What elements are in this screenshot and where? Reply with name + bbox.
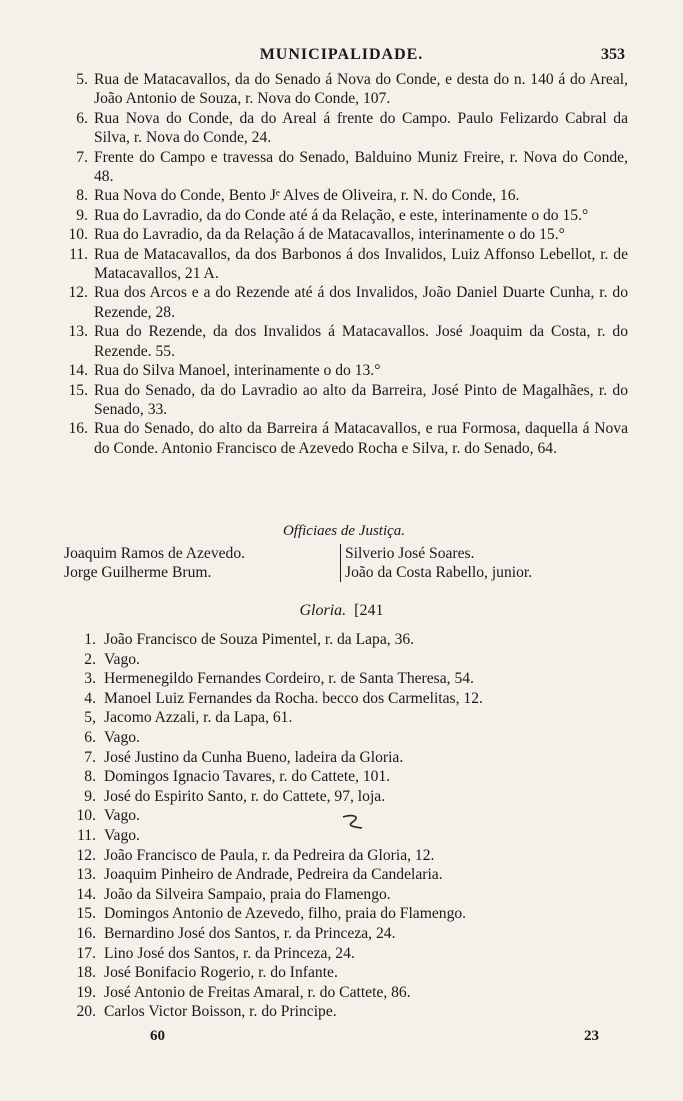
item-text: Frente do Campo e travessa do Senado, Balduino Muniz Freire, r. Nova do Conde, 48. [94,148,628,186]
item-number: 11. [69,245,88,263]
signature-number: 60 [150,1028,165,1044]
officials-block [64,523,624,582]
item-number: 16. [68,420,88,438]
officials-heading: Officiaes de Justiça. [282,523,406,539]
item-text: Rua do Senado, da do Lavradio ao alto da Barreira, José Pinto de Magalhães, r. do Senado, 33. [94,381,628,418]
item-text: Domingos Ignacio Tavares, r. do Cattete, 101. [104,768,391,786]
item-text: José Bonifacio Rogerio, r. do Infante. [104,964,338,982]
item-text: Rua de Matacavallos, da do Senado á Nova do Conde, e desta do n. 140 á do Areal, João Antonio de Souza, r. Nova do Conde, 107. [94,71,628,108]
item-number: 8. [76,187,88,205]
item-text: João Francisco de Souza Pimentel, r. da Lapa, 36. [104,631,415,648]
street-assignments-list [58,70,628,458]
item-text: João da Silveira Sampaio, praia do Flamengo. [104,885,391,903]
list-item [58,70,628,109]
list-item [58,381,628,420]
item-number: 10. [76,807,96,825]
item-text: José Antonio de Freitas Amaral, r. do Cattete, 86. [104,983,411,1001]
item-number: 16. [76,924,96,942]
list-item [58,225,628,244]
footer-number: 23 [584,1028,599,1044]
handwritten-mark-icon [340,812,366,832]
list-item [58,419,628,458]
item-number: 18. [76,964,96,982]
item-number: 15. [68,381,88,399]
item-text: Rua do Rezende, da dos Invalidos á Matacavallos. José Joaquim da Costa, r. do Rezende. 55. [94,323,628,360]
item-number: 11. [77,826,96,844]
official-name: Silverio José Soares. [345,545,475,562]
item-text: Rua de Matacavallos, da dos Barbonos á dos Invalidos, Luiz Affonso Lebellot, r. de Matacavallos, 21 A. [94,245,628,283]
item-text: Rua do Silva Manoel, interinamente o do 13.° [94,362,381,380]
item-number: 3. [84,670,96,688]
item-number: 13. [76,866,96,884]
item-text: Vago. [104,826,140,844]
list-item [58,148,628,187]
item-text: Rua do Senado, do alto da Barreira á Matacavallos, e rua Formosa, daquella á Nova do Conde. Antonio Francisco de Azevedo Rocha e Silva, r. do Senado, 64. [94,420,628,457]
list-item [58,186,628,205]
official-name: Joaquim Ramos de Azevedo. [64,545,246,562]
list-item [70,924,610,944]
item-text: Joaquim Pinheiro de Andrade, Pedreira da Candelaria. [104,866,443,884]
item-text: Domingos Antonio de Azevedo, filho, praia do Flamengo. [104,905,467,923]
list-item [70,689,610,709]
list-item [70,944,610,964]
item-text: Hermenegildo Fernandes Cordeiro, r. de Santa Theresa, 54. [104,670,474,688]
item-number: 12. [68,284,88,302]
item-number: 4. [84,689,96,707]
list-item [70,904,610,924]
item-text: Carlos Victor Boisson, r. do Principe. [104,1003,337,1021]
item-text: Lino José dos Santos, r. da Princeza, 24. [104,944,355,962]
gloria-title: Gloria. [299,602,347,619]
list-item [58,245,628,284]
official-name: Jorge Guilherme Brum. [64,564,212,581]
item-number: 5, [84,709,96,727]
item-number: 14. [68,362,88,380]
item-number: 7. [84,748,96,766]
item-text: Vago. [104,728,140,746]
officials-left-column [64,544,340,582]
item-number: 5. [76,71,88,88]
item-text: Rua Nova do Conde, da do Areal á frente do Campo. Paulo Felizardo Cabral da Silva, r. Nova do Conde, 24. [94,109,628,147]
item-number: 14. [76,885,96,903]
item-number: 2. [84,650,96,668]
item-text: Manoel Luiz Fernandes da Rocha. becco dos Carmelitas, 12. [104,689,483,707]
list-item [70,787,610,807]
list-item [58,109,628,148]
official-name: João da Costa Rabello, junior. [345,564,533,581]
gloria-count: [241 [354,602,384,619]
item-text: João Francisco de Paula, r. da Pedreira da Gloria, 12. [104,846,435,864]
page-number: 353 [601,46,625,63]
page-title: MUNICIPALIDADE. [259,46,424,63]
list-item [70,983,610,1003]
item-number: 15. [76,905,96,923]
item-text: José Justino da Cunha Bueno, ladeira da Gloria. [104,748,404,766]
gloria-section-heading [0,602,683,620]
item-number: 8. [84,768,96,786]
item-number: 6. [76,109,88,127]
list-item [70,963,610,983]
item-number: 1. [84,631,96,648]
item-number: 12. [76,846,96,864]
item-text: Vago. [104,807,140,825]
list-item [70,748,610,768]
item-number: 19. [76,983,96,1001]
item-number: 10. [68,226,88,244]
item-text: Vago. [104,650,140,668]
list-item [70,846,610,866]
item-text: Rua do Lavradio, da do Conde até á da Relação, e este, interinamente o do 15.° [94,206,589,224]
item-text: Rua Nova do Conde, Bento Jᵉ Alves de Oliveira, r. N. do Conde, 16. [94,187,520,205]
item-number: 7. [76,148,88,166]
item-number: 9. [76,206,88,224]
list-item [70,767,610,787]
item-number: 6. [84,728,96,746]
item-number: 20. [76,1003,96,1021]
item-text: Bernardino José dos Santos, r. da Princeza, 24. [104,924,396,942]
list-item [70,669,610,689]
list-item [58,283,628,322]
list-item [70,708,610,728]
item-number: 9. [84,787,96,805]
list-item [58,361,628,380]
list-item [70,728,610,748]
item-text: José do Espirito Santo, r. do Cattete, 97, loja. [104,787,386,805]
item-text: Rua dos Arcos e a do Rezende até á dos Invalidos, João Daniel Duarte Cunha, r. do Rezende, 28. [94,284,628,321]
officials-right-column [340,544,532,582]
page-header [0,46,683,68]
list-item [70,865,610,885]
list-item [70,885,610,905]
item-text: Rua do Lavradio, da da Relação á de Matacavallos, interinamente o do 15.° [94,226,565,244]
list-item [70,650,610,670]
item-number: 17. [76,944,96,962]
list-item [70,630,610,650]
list-item [58,322,628,361]
item-number: 13. [68,323,88,341]
list-item [70,1002,610,1022]
list-item [58,206,628,225]
item-text: Jacomo Azzali, r. da Lapa, 61. [104,709,293,727]
